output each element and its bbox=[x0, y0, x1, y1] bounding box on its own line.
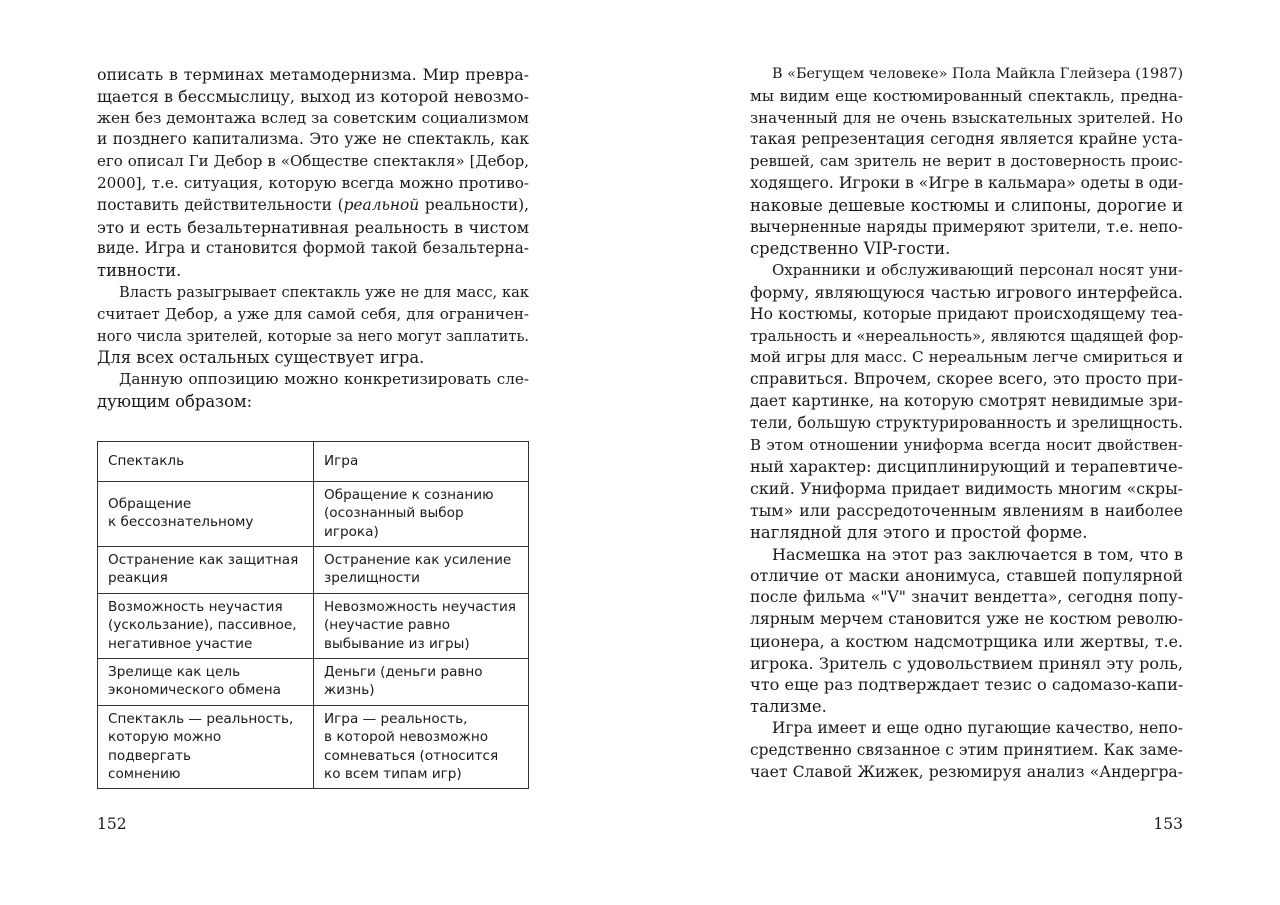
text-line: Власть разыгрывает спектакль уже не для масс, как bbox=[119, 283, 529, 301]
cell-line: сомнению bbox=[108, 766, 181, 783]
table-row bbox=[98, 481, 529, 546]
cell-line: сомневаться (относится bbox=[324, 747, 499, 764]
text-line: наковые дешевые костюмы и слипоны, дорогие и bbox=[750, 195, 1183, 215]
cell-line: (ускользание), пассивное, bbox=[108, 617, 297, 634]
text-line: его описал Ги Дебор в «Обществе спектакля» [Дебор, bbox=[97, 152, 529, 171]
text-line: ный характер: дисциплинирующий и терапевтиче- bbox=[750, 457, 1183, 477]
text-line: справиться. Впрочем, скорее всего, это просто при- bbox=[750, 370, 1183, 389]
cell-line: Остранение как усиление bbox=[324, 551, 512, 568]
comparison-table bbox=[97, 441, 529, 790]
text-line: мой игры для масс. С нереальным легче смириться и bbox=[750, 348, 1183, 367]
text-line: ходящего. Игроки в «Игре в кальмара» одеты в оди- bbox=[750, 173, 1184, 192]
text-line: В этом отношении униформа всегда носит двойствен- bbox=[750, 435, 1183, 454]
cell-line: Невозможность неучастия bbox=[324, 598, 516, 615]
table-row bbox=[98, 659, 529, 706]
page-number: 153 bbox=[1153, 815, 1183, 833]
text-line: Но костюмы, которые придают происходящему теа- bbox=[750, 304, 1183, 323]
paragraph bbox=[750, 544, 1183, 718]
table-header-cell: Спектакль bbox=[98, 441, 314, 481]
paragraph bbox=[97, 369, 529, 413]
table-cell bbox=[98, 481, 314, 546]
table-cell bbox=[98, 546, 314, 593]
cell-line: Игра — реальность, bbox=[324, 710, 468, 727]
right-page bbox=[750, 64, 1183, 783]
text-line: дующим образом: bbox=[97, 391, 253, 411]
table-row bbox=[98, 546, 529, 593]
table-cell bbox=[314, 546, 529, 593]
text-line: Игра имеет и еще одно пугающие качество, непо- bbox=[772, 718, 1183, 737]
text-line: виде. Игра и становится формой такой безальтерна- bbox=[97, 239, 529, 258]
text-line: считает Дебор, а уже для самой себя, для ограничен- bbox=[97, 304, 529, 323]
table-cell bbox=[98, 705, 314, 789]
text-line: ного числа зрителей, которые за него могут заплатить. bbox=[97, 327, 530, 345]
text-line-with-italic bbox=[97, 195, 529, 217]
text-line: описать в терминах метамодернизма. Мир превра- bbox=[97, 65, 529, 84]
text-line: В «Бегущем человеке» Пола Майкла Глейзера (1987) bbox=[772, 66, 1184, 82]
text-line: средственно связанное с этим принятием. Как заме- bbox=[750, 740, 1183, 759]
text-line: форму, являющуюся частью игрового интерфейса. bbox=[750, 282, 1183, 302]
cell-line: ко всем типам игр) bbox=[324, 766, 462, 783]
paragraph bbox=[750, 260, 1183, 543]
text-line: Данную оппозицию можно конкретизировать сле- bbox=[119, 370, 529, 389]
table-cell bbox=[314, 481, 529, 546]
text-line: наглядной для этого и простой форме. bbox=[750, 522, 1088, 542]
table-cell bbox=[98, 659, 314, 706]
cell-line: зрелищности bbox=[324, 570, 420, 587]
cell-line: Спектакль — реальность, bbox=[108, 710, 294, 727]
text-line: средственно VIP-гости. bbox=[750, 239, 951, 259]
text-line: вычерненные наряды примеряют зрители, т.е. непо- bbox=[750, 217, 1183, 236]
text-line: ционера, а костюм надсмотрщика или жертвы, т.е. bbox=[750, 631, 1183, 651]
cell-line: (осознанный выбор bbox=[324, 505, 464, 522]
text-line: что еще раз подтверждает тезис о садомазо-капи- bbox=[750, 675, 1184, 695]
text-line: ский. Униформа придает видимость многим «скры- bbox=[750, 479, 1183, 499]
text-line: тральность и «нереальность», являются щадящей фор- bbox=[750, 327, 1184, 345]
table-cell bbox=[314, 705, 529, 789]
cell-line: Зрелище как цель bbox=[108, 664, 241, 680]
text-line: тализме. bbox=[750, 697, 827, 717]
table-cell bbox=[98, 593, 314, 658]
text-line: значенный для не очень взыскательных зрителей. Но bbox=[750, 108, 1183, 127]
text-line: отличие от маски анонимуса, ставшей популярной bbox=[750, 566, 1183, 586]
text-line: чает Славой Жижек, резюмируя анализ «Андергра- bbox=[750, 762, 1183, 781]
table-header-cell: Игра bbox=[314, 441, 529, 481]
italic-emphasis: реальной bbox=[343, 195, 420, 214]
text-line: дает картинке, на которую смотрят невидимые зри- bbox=[750, 391, 1183, 410]
cell-line: выбывание из игры) bbox=[324, 635, 470, 652]
text-line: тым» или рассредоточенным явлениям в наиболее bbox=[750, 500, 1183, 520]
text-line: тели, большую структурированность и зрелищность. bbox=[750, 413, 1184, 432]
cell-line: Остранение как защитная bbox=[108, 551, 299, 568]
table-header-row bbox=[98, 441, 529, 481]
text-line: лярным мерчем становится уже не костюм револю- bbox=[750, 609, 1183, 628]
cell-line: жизнь) bbox=[324, 682, 375, 699]
cell-line: экономического обмена bbox=[108, 682, 281, 699]
text-line: Охранники и обслуживающий персонал носят уни- bbox=[772, 261, 1183, 280]
table-row bbox=[98, 593, 529, 658]
text-line: такая репрезентация сегодня является крайне уста- bbox=[750, 130, 1183, 149]
text-line: это и есть безальтернативная реальность в чистом bbox=[97, 217, 529, 237]
text-line: после фильма «"V" значит вендетта», сегодня попу- bbox=[750, 588, 1183, 607]
paragraph bbox=[750, 718, 1183, 783]
text-line: мы видим еще костюмированный спектакль, предна- bbox=[750, 86, 1183, 105]
text-line: жен без демонтажа вслед за советским социализмом bbox=[97, 108, 529, 127]
text-line: тивности. bbox=[97, 261, 182, 281]
text-fragment: реальности), bbox=[419, 195, 529, 214]
text-line: игрока. Зритель с удовольствием принял эту роль, bbox=[750, 653, 1183, 673]
cell-line: реакция bbox=[108, 570, 168, 587]
text-line: Насмешка на этот раз заключается в том, что в bbox=[772, 544, 1183, 564]
cell-line: Обращение bbox=[108, 495, 192, 512]
text-line: и позднего капитализма. Это уже не спектакль, как bbox=[97, 130, 529, 149]
cell-line: Деньги (деньги равно bbox=[324, 664, 483, 680]
cell-line: (неучастие равно bbox=[324, 617, 451, 634]
cell-line: негативное участие bbox=[108, 635, 253, 652]
cell-line: игрока) bbox=[324, 523, 379, 540]
paragraph bbox=[97, 282, 529, 369]
cell-line: в которой невозможно bbox=[324, 729, 489, 746]
text-line: щается в бессмыслицу, выход из которой невозмо- bbox=[97, 86, 529, 106]
left-page bbox=[97, 64, 529, 789]
table-cell bbox=[314, 593, 529, 658]
cell-line: Возможность неучастия bbox=[108, 598, 283, 615]
table-cell bbox=[314, 659, 529, 706]
text-line: Для всех остальных существует игра. bbox=[97, 348, 425, 368]
cell-line: к бессознательному bbox=[108, 514, 254, 531]
paragraph bbox=[97, 64, 529, 282]
page-number: 152 bbox=[97, 815, 127, 833]
text-line: 2000], т.е. ситуация, которую всегда можно противо- bbox=[97, 173, 529, 192]
text-fragment: поставить действительности ( bbox=[97, 195, 344, 214]
text-line: ревшей, сам зритель не верит в достоверность проис- bbox=[750, 152, 1183, 171]
paragraph bbox=[750, 64, 1183, 260]
cell-line: которую можно подвергать bbox=[108, 729, 222, 764]
table-row bbox=[98, 705, 529, 789]
cell-line: Обращение к сознанию bbox=[324, 486, 494, 503]
